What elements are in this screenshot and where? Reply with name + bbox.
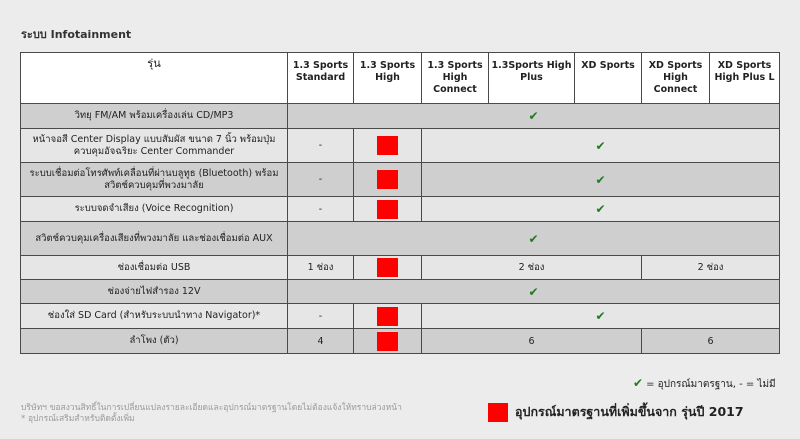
feature-label: ช่องเชื่อมต่อ USB <box>21 256 288 280</box>
new-standard-marker <box>377 170 398 189</box>
table-row <box>21 304 780 329</box>
other-models-cell <box>422 163 780 197</box>
xd-group-value: 2 ช่อง <box>642 256 780 280</box>
optional-equipment-note: * อุปกรณ์เสริมสำหรับติดตั้งเพิ่ม <box>21 414 135 424</box>
standard-value: 1 ช่อง <box>288 256 354 280</box>
column-header-xd-sports-high-plus-l: XD Sports High Plus L <box>710 53 780 104</box>
table-row <box>21 329 780 354</box>
check-legend <box>633 376 776 392</box>
column-header-1-3-sports-standard: 1.3 Sports Standard <box>288 53 354 104</box>
check-icon: ✔ <box>528 109 539 123</box>
new-standard-marker <box>377 136 398 155</box>
all-models-cell <box>288 280 780 304</box>
table-row <box>21 256 780 280</box>
column-header-1-3-sports-high-connect: 1.3 Sports High Connect <box>422 53 489 104</box>
table-row <box>21 197 780 222</box>
standard-value: - <box>288 163 354 197</box>
column-header-xd-sports-high-connect: XD Sports High Connect <box>642 53 710 104</box>
table-header-row <box>21 53 780 104</box>
other-models-cell <box>422 304 780 329</box>
sports-high-cell <box>354 304 422 329</box>
new-standard-marker <box>377 307 398 326</box>
feature-label: ระบบเชื่อมต่อโทรศัพท์เคลื่อนที่ผ่านบลูทูธ (Bluetooth) พร้อมสวิตช์ควบคุมที่พวงมาลัย <box>21 163 288 197</box>
sports-high-cell <box>354 329 422 354</box>
standard-value: 4 <box>288 329 354 354</box>
new-standard-marker <box>488 403 508 422</box>
feature-label: วิทยุ FM/AM พร้อมเครื่องเล่น CD/MP3 <box>21 104 288 129</box>
sports-high-cell <box>354 129 422 163</box>
check-icon: ✔ <box>595 202 606 216</box>
all-models-cell <box>288 222 780 256</box>
standard-value: - <box>288 129 354 163</box>
sports-high-cell <box>354 163 422 197</box>
check-icon: ✔ <box>595 172 606 187</box>
check-legend-text: = อุปกรณ์มาตรฐาน, - = ไม่มี <box>646 379 776 390</box>
feature-label: ระบบจดจำเสียง (Voice Recognition) <box>21 197 288 222</box>
new-standard-legend-text: อุปกรณ์มาตรฐานที่เพิ่มขึ้นจาก รุ่นปี 2017 <box>515 404 744 419</box>
footnotes <box>21 403 402 425</box>
sports-group-value: 2 ช่อง <box>422 256 642 280</box>
feature-label: ช่องจ่ายไฟสำรอง 12V <box>21 280 288 304</box>
new-standard-legend <box>488 402 744 422</box>
xd-group-value: 6 <box>642 329 780 354</box>
column-header-1-3-sports-high-plus: 1.3Sports High Plus <box>489 53 575 104</box>
table-body <box>21 104 780 354</box>
other-models-cell <box>422 197 780 222</box>
feature-label: ช่องใส่ SD Card (สำหรับระบบนำทาง Navigator)* <box>21 304 288 329</box>
other-models-cell <box>422 129 780 163</box>
column-header-1-3-sports-high: 1.3 Sports High <box>354 53 422 104</box>
disclaimer-note: บริษัทฯ ขอสงวนสิทธิ์ในการเปลี่ยนแปลงรายละเอียดและอุปกรณ์มาตรฐานโดยไม่ต้องแจ้งให้ทราบล่วงหน้า <box>21 403 402 413</box>
check-icon: ✔ <box>595 138 606 153</box>
column-header-xd-sports: XD Sports <box>575 53 642 104</box>
table-row <box>21 129 780 163</box>
check-icon: ✔ <box>595 309 606 323</box>
check-icon: ✔ <box>633 376 644 390</box>
standard-value: - <box>288 197 354 222</box>
check-icon: ✔ <box>528 231 539 246</box>
new-standard-marker <box>377 200 398 219</box>
new-standard-marker <box>377 332 398 351</box>
sports-high-cell <box>354 197 422 222</box>
table-row <box>21 280 780 304</box>
table-row <box>21 222 780 256</box>
sports-high-cell <box>354 256 422 280</box>
infotainment-spec-table <box>20 52 780 354</box>
standard-value: - <box>288 304 354 329</box>
feature-label: สวิตช์ควบคุมเครื่องเสียงที่พวงมาลัย และช่องเชื่อมต่อ AUX <box>21 222 288 256</box>
check-icon: ✔ <box>528 284 539 299</box>
table-row <box>21 104 780 129</box>
section-title: ระบบ Infotainment <box>21 28 132 41</box>
feature-label: ลำโพง (ตัว) <box>21 329 288 354</box>
table-row <box>21 163 780 197</box>
all-models-cell <box>288 104 780 129</box>
new-standard-marker <box>377 258 398 277</box>
feature-column-header: รุ่น <box>21 53 288 104</box>
sports-group-value: 6 <box>422 329 642 354</box>
feature-label: หน้าจอสี Center Display แบบสัมผัส ขนาด 7 นิ้ว พร้อมปุ่มควบคุมอัจฉริยะ Center Commander <box>21 129 288 163</box>
